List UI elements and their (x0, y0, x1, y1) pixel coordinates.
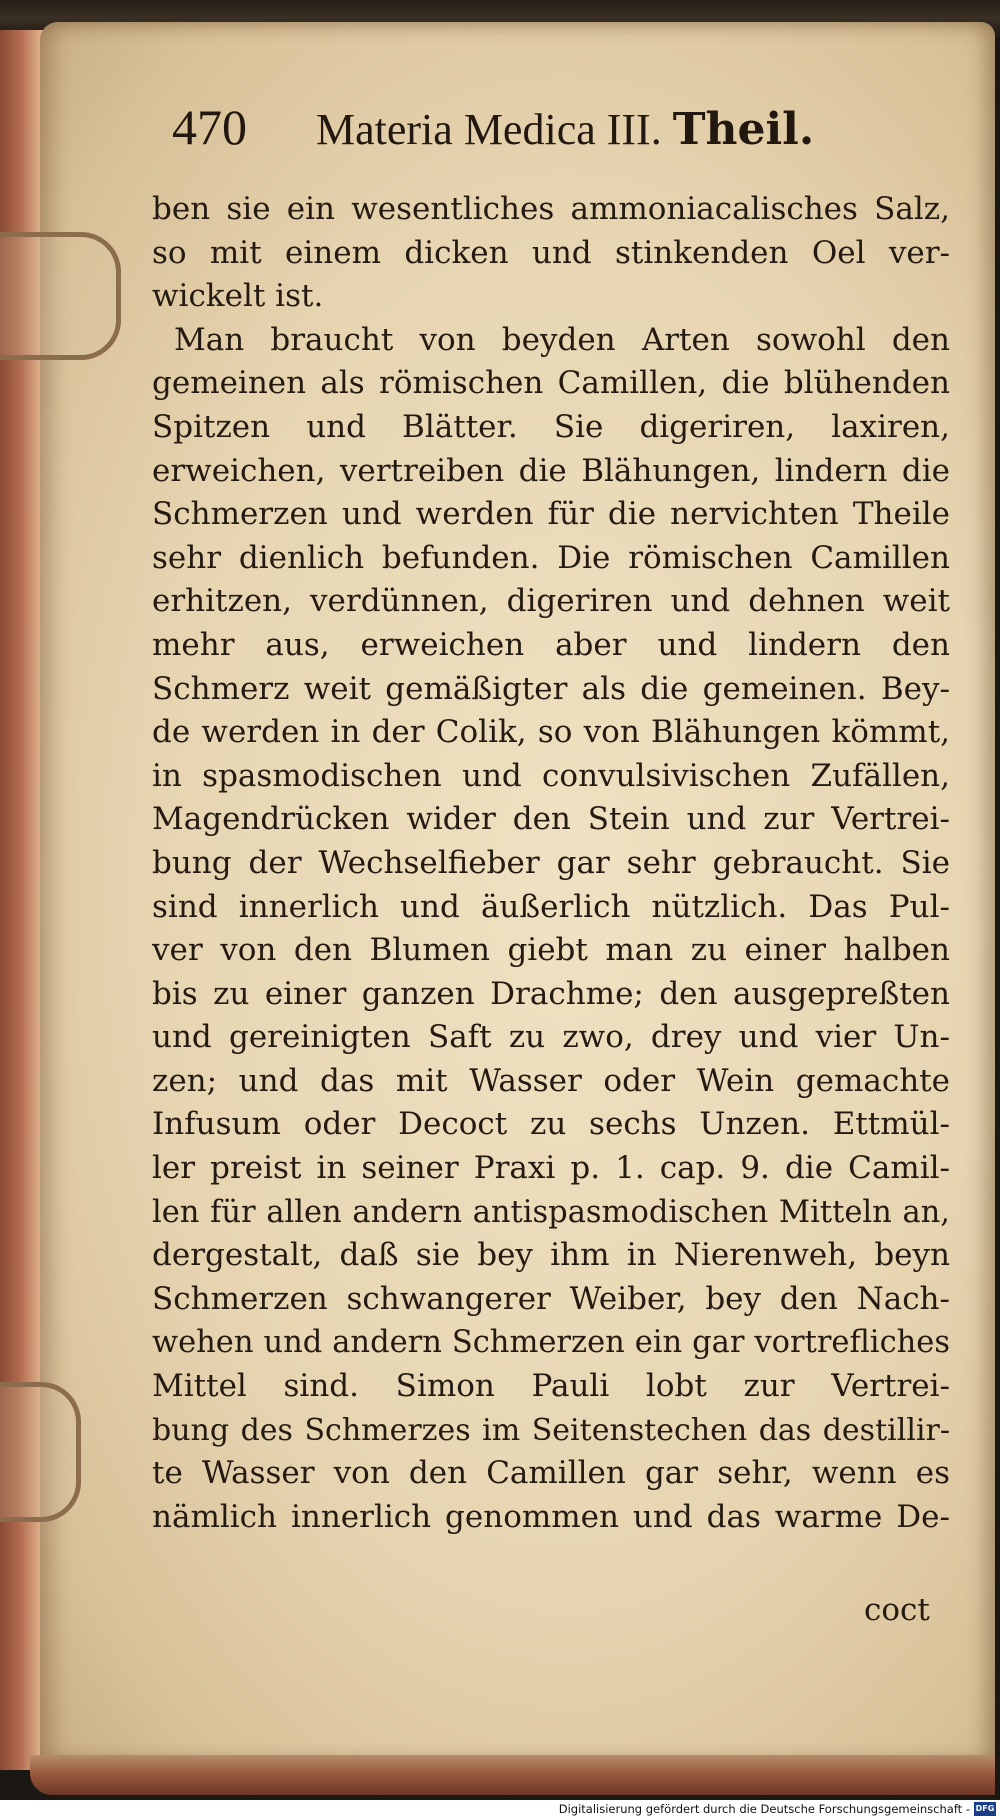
catchword: coct (864, 1592, 930, 1628)
text-line: so mit einem dicken und stinkenden Oel ver- (152, 234, 950, 271)
text-line: wehen und andern Schmerzen ein gar vortrefliches (152, 1325, 950, 1361)
body-text (152, 188, 950, 1539)
text-line: Magendrücken wider den Stein und zur Vertrei- (152, 801, 950, 838)
text-line: ben sie ein wesentliches ammoniacalisches Salz, (152, 191, 950, 227)
text-line: bung des Schmerzes im Seitenstechen das destillir- (152, 1412, 950, 1448)
text-line: Mittel sind. Simon Pauli lobt zur Vertrei- (152, 1368, 950, 1405)
text-line: te Wasser von den Camillen gar sehr, wenn es (152, 1455, 950, 1492)
text-line: ver von den Blumen giebt man zu einer halben (152, 932, 950, 969)
text-line: mehr aus, erweichen aber und lindern den (152, 626, 950, 663)
text-line: zen; und das mit Wasser oder Wein gemachte (152, 1062, 950, 1099)
text-line: wickelt ist. (152, 278, 324, 315)
page-number: 470 (172, 99, 247, 155)
text-line: und gereinigten Saft zu zwo, drey und vier Un- (152, 1019, 950, 1056)
text-line: sehr dienlich befunden. Die römischen Camillen (152, 539, 950, 576)
text-line: ler preist in seiner Praxi p. 1. cap. 9. die Camil- (152, 1150, 950, 1187)
text-line: Man braucht von beyden Arten sowohl den (174, 321, 950, 358)
text-line: in spasmodischen und convulsivischen Zufällen, (152, 757, 950, 794)
page-header (172, 92, 892, 162)
running-title (316, 104, 814, 155)
text-line: Schmerz weit gemäßigter als die gemeinen. Bey- (152, 670, 950, 707)
text-line: Infusum oder Decoct zu sechs Unzen. Ettmül- (152, 1106, 950, 1143)
page-bottom-edge (30, 1755, 995, 1795)
text-line: nämlich innerlich genommen und das warme De- (152, 1498, 950, 1535)
text-line: bis zu einer ganzen Drachme; den ausgepreßten (152, 975, 950, 1012)
text-line: Schmerzen und werden für die nervichten Theile (152, 496, 950, 533)
dfg-logo: DFG (974, 1802, 996, 1816)
footer-bar (0, 1800, 1000, 1819)
funding-credit: Digitalisierung gefördert durch die Deutsche Forschungsgemeinschaft - (558, 1802, 970, 1816)
text-line: len für allen andern antispasmodischen Mitteln an, (152, 1194, 950, 1230)
running-title-text: Materia Medica III. (316, 105, 662, 154)
text-line: bung der Wechselfieber gar sehr gebraucht. Sie (152, 844, 950, 881)
text-line: dergestalt, daß sie bey ihm in Nierenweh, beyn (152, 1237, 950, 1274)
text-line: erhitzen, verdünnen, digeriren und dehnen weit (152, 583, 950, 620)
text-line: gemeinen als römischen Camillen, die blühenden (152, 365, 950, 402)
text-line: Spitzen und Blätter. Sie digeriren, laxiren, (152, 408, 950, 445)
page-clip-top (0, 232, 121, 360)
text-line: sind innerlich und äußerlich nützlich. Das Pul- (152, 888, 950, 925)
running-title-gothic: Theil. (672, 104, 815, 155)
text-line: de werden in der Colik, so von Blähungen kömmt, (152, 714, 950, 751)
text-line: Schmerzen schwangerer Weiber, bey den Nach- (152, 1280, 950, 1317)
text-line: erweichen, vertreiben die Blähungen, lindern die (152, 452, 950, 489)
page-clip-bottom (0, 1382, 81, 1522)
